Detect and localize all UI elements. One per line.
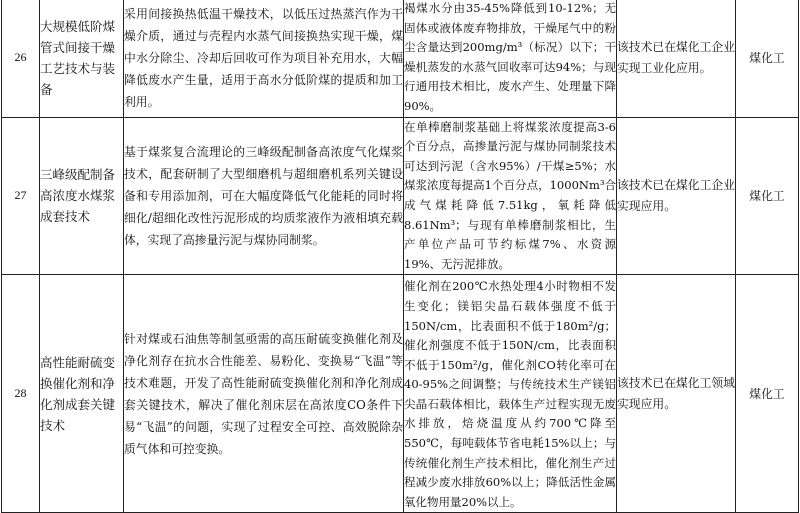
- row-number: 26: [2, 0, 40, 117]
- technology-table: [1, 0, 799, 513]
- technology-description: 基于煤浆复合流理论的三峰级配制备高浓度气化煤浆技术，配套研制了大型细磨机与超细磨机系列关键设备和专用添加剂，可在大幅度降低气化能耗的同时将细化/超细化改性污泥形成的均质浆液作为液相填充载体，实现了高掺量污泥与煤协同制浆。: [124, 117, 404, 275]
- table-row: [2, 0, 799, 117]
- application-field: 煤化工: [736, 117, 799, 275]
- technology-description: 针对煤或石油焦等制氢亟需的高压耐硫变换催化剂及净化剂存在抗水合性能差、易粉化、变换易“飞温”等技术难题，开发了高性能耐硫变换催化剂和净化剂成套关键技术，解决了催化剂床层在高浓度CO条件下易“飞温”的问题，实现了过程安全可控、高效脱除杂质气体和可控变换。: [124, 275, 404, 513]
- row-number: 28: [2, 275, 40, 513]
- application-status: 该技术已在煤化工企业实现应用。: [617, 117, 736, 275]
- application-field: 煤化工: [736, 275, 799, 513]
- technology-name: 大规模低阶煤管式间接干燥工艺技术与装备: [40, 0, 124, 117]
- application-status: 该技术已在煤化工企业实现工业化应用。: [617, 0, 736, 117]
- application-status: 该技术已在煤化工领域实现应用。: [617, 275, 736, 513]
- technology-name: 三峰级配制备高浓度水煤浆成套技术: [40, 117, 124, 275]
- technology-effect: 褐煤水分由35-45%降低到10-12%；无固体或液体废弃物排放，干燥尾气中的粉尘含量达到200mg/m³（标况）以下；干燥机蒸发的水蒸气回收率可达94%；与现行通用技术相比，废水产生、处理量下降90%。: [404, 0, 617, 117]
- technology-name: 高性能耐硫变换催化剂和净化剂成套关键技术: [40, 275, 124, 513]
- table-row: [2, 275, 799, 513]
- technology-description: 采用间接换热低温干燥技术，以低压过热蒸汽作为干燥介质，通过与壳程内水蒸气间接换热实现干燥，煤中水分除尘、冷却后回收可作为项目补充用水，大幅降低废水产生量，适用于高水分低阶煤的提质和加工利用。: [124, 0, 404, 117]
- technology-effect: 在单棒磨制浆基础上将煤浆浓度提高3-6个百分点，高掺量污泥与煤协同制浆技术可达到污泥（含水95%）/干煤≥5%；水煤浆浓度每提高1个百分点，1000Nm³合成气煤耗降低7.51kg，氧耗降低8.61Nm³；与现有单棒磨制浆相比，生产单位产品可节约标煤7%、水资源19%、无污泥排放。: [404, 117, 617, 275]
- table-row: [2, 117, 799, 275]
- technology-effect: 催化剂在200℃水热处理4小时物相不发生变化；镁铝尖晶石载体强度不低于150N/cm，比表面积不低于180m²/g；催化剂强度不低于150N/cm，比表面积不低于150m²/g，催化剂CO转化率可在40-95%之间调整；与传统技术生产镁铝尖晶石载体相比，载体生产过程实现无废水排放，焙烧温度从约700℃降至550℃，每吨载体节省电耗15%以上；与传统催化剂生产技术相比，催化剂生产过程减少废水排放60%以上；降低活性金属氧化物用量20%以上。: [404, 275, 617, 513]
- application-field: 煤化工: [736, 0, 799, 117]
- row-number: 27: [2, 117, 40, 275]
